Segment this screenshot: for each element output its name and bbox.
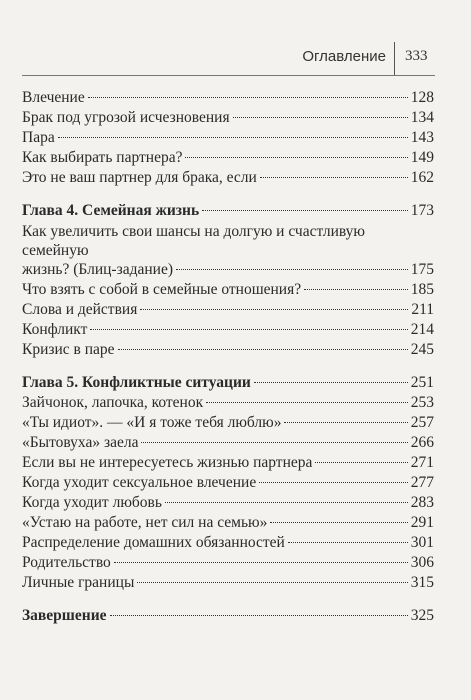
toc-entry (22, 148, 434, 168)
toc-entry (22, 340, 434, 360)
toc-chapter-title: Завершение (22, 607, 107, 624)
toc-entry-title: Родительство (22, 554, 111, 571)
toc-entry (22, 453, 434, 473)
toc-entry-page: 245 (410, 341, 434, 358)
dot-leader (110, 615, 408, 616)
dot-leader (165, 502, 408, 503)
dot-leader (88, 97, 408, 98)
toc-entry-title: «Устаю на работе, нет сил на семью» (22, 514, 268, 531)
header-divider (394, 42, 395, 76)
toc-entry (22, 320, 434, 340)
page-header (0, 40, 471, 76)
toc-entry-page: 266 (410, 434, 434, 451)
toc-entry-title: Пара (22, 129, 55, 146)
dot-leader (270, 522, 407, 523)
toc-entry-page: 277 (410, 474, 434, 491)
toc-entry-title: «Бытовуха» заела (22, 434, 139, 451)
toc-entry-page: 315 (410, 574, 434, 591)
toc-entry-page: 253 (410, 394, 434, 411)
header-title: Оглавление (302, 48, 386, 65)
dot-leader (315, 462, 407, 463)
toc-entry-title: Кризис в паре (22, 341, 115, 358)
toc-entry (22, 533, 434, 553)
toc-entry-title: Личные границы (22, 574, 135, 591)
toc-entry-title: Как выбирать партнера? (22, 149, 183, 166)
dot-leader (176, 269, 408, 270)
toc-chapter-title: Глава 4. Семейная жизнь (22, 202, 200, 219)
toc-entry-title-line2: жизнь? (Блиц-задание) (22, 261, 173, 278)
toc-entry-title: Брак под угрозой исчезновения (22, 109, 230, 126)
dot-leader (114, 562, 408, 563)
toc-entry-page: 128 (410, 89, 434, 106)
toc-entry-page: 173 (410, 202, 434, 219)
toc-entry-page: 306 (410, 554, 434, 571)
toc-entry (22, 108, 434, 128)
toc-entry-page: 214 (410, 321, 434, 338)
dot-leader (90, 329, 407, 330)
toc-entry (22, 300, 434, 320)
toc-entry-title: Когда уходит любовь (22, 494, 162, 511)
dot-leader (140, 309, 408, 310)
toc-entry-title: Влечение (22, 89, 85, 106)
dot-leader (202, 210, 408, 211)
dot-leader (259, 482, 408, 483)
toc-entry-title: Конфликт (22, 321, 88, 338)
dot-leader (288, 542, 408, 543)
toc-entry-title: Распределение домашних обязанностей (22, 534, 285, 551)
dot-leader (185, 157, 407, 158)
toc-chapter (22, 201, 434, 221)
toc-chapter (22, 606, 434, 626)
dot-leader (254, 382, 408, 383)
toc-entry (22, 128, 434, 148)
toc-chapter (22, 373, 434, 393)
toc-entry-title: Что взять с собой в семейные отношения? (22, 281, 302, 298)
dot-leader (233, 117, 408, 118)
dot-leader (118, 349, 408, 350)
toc-entry-page: 149 (410, 149, 434, 166)
toc-entry-title: Когда уходит сексуальное влечение (22, 474, 257, 491)
toc-entry-title: Зайчонок, лапочка, котенок (22, 394, 204, 411)
toc-entry-page: 291 (410, 514, 434, 531)
toc-entry-page: 271 (410, 454, 434, 471)
toc-entry-title: Слова и действия (22, 301, 138, 318)
toc-entry (22, 222, 434, 279)
toc-entry-page: 251 (410, 374, 434, 391)
toc-entry-title: Если вы не интересуетесь жизнью партнера (22, 454, 313, 471)
toc-entry-page: 325 (410, 607, 434, 624)
dot-leader (141, 442, 407, 443)
toc-entry-page: 257 (410, 414, 434, 431)
dot-leader (304, 289, 408, 290)
toc-entry (22, 513, 434, 533)
toc-entry (22, 473, 434, 493)
header-page-number: 333 (405, 48, 428, 64)
table-of-contents (22, 88, 434, 626)
dot-leader (206, 402, 408, 403)
dot-leader (284, 422, 407, 423)
toc-entry-title: «Ты идиот». — «И я тоже тебя люблю» (22, 414, 282, 431)
toc-entry-title-line1: Как увеличить свои шансы на долгую и счастливую семейную (22, 223, 366, 259)
toc-entry (22, 168, 434, 188)
toc-chapter-title: Глава 5. Конфликтные ситуации (22, 374, 251, 391)
toc-entry (22, 413, 434, 433)
toc-entry (22, 280, 434, 300)
toc-entry (22, 393, 434, 413)
dot-leader (260, 177, 408, 178)
toc-entry-page: 211 (411, 301, 434, 318)
toc-entry-page: 162 (410, 169, 434, 186)
toc-entry (22, 88, 434, 108)
header-rule (22, 75, 435, 76)
toc-entry-page: 175 (410, 261, 434, 278)
toc-entry-page: 301 (410, 534, 434, 551)
toc-entry-page: 185 (410, 281, 434, 298)
toc-entry (22, 573, 434, 593)
dot-leader (58, 137, 408, 138)
toc-entry-page: 143 (410, 129, 434, 146)
toc-entry-page: 283 (410, 494, 434, 511)
toc-entry-title: Это не ваш партнер для брака, если (22, 169, 257, 186)
toc-entry (22, 553, 434, 573)
toc-entry-page: 134 (410, 109, 434, 126)
toc-entry (22, 493, 434, 513)
dot-leader (137, 582, 407, 583)
toc-entry (22, 433, 434, 453)
